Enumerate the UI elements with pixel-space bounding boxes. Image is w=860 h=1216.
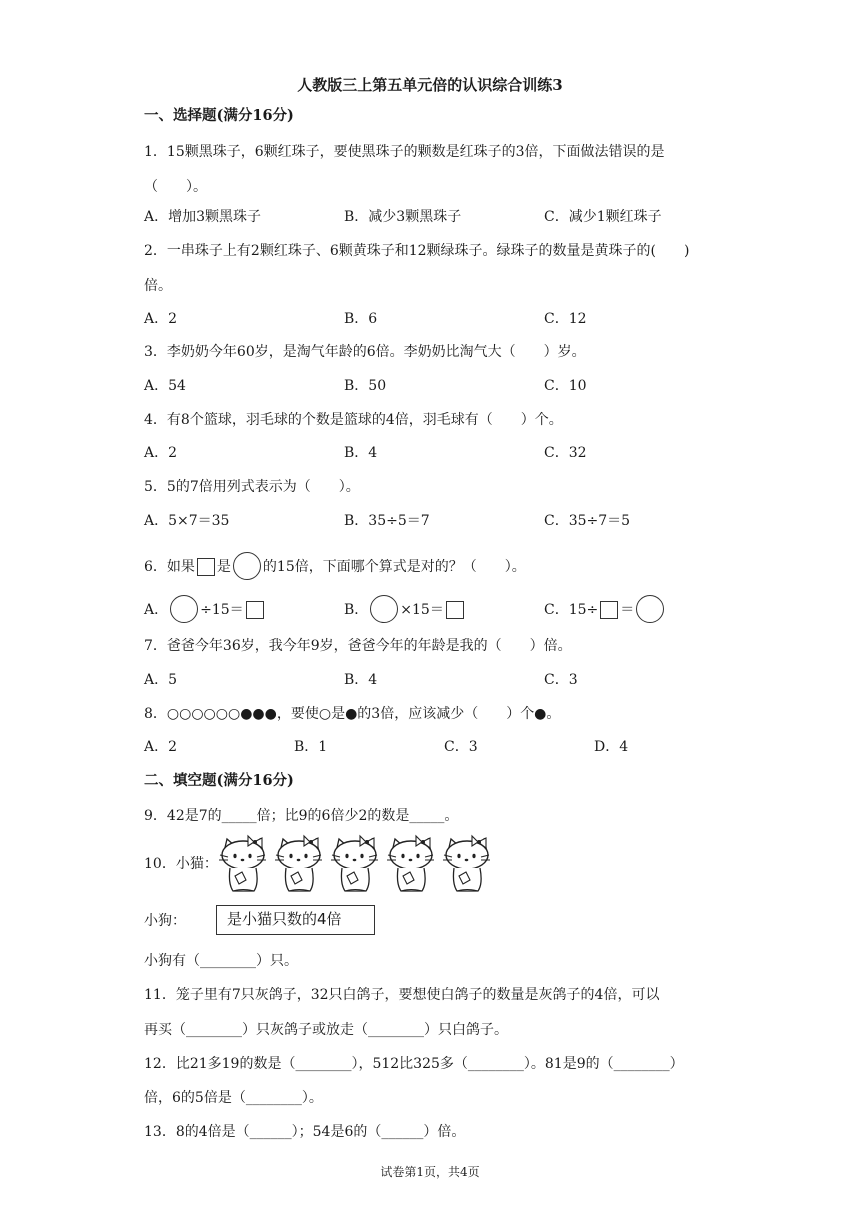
question-1-text-cont: （ ）。	[144, 179, 207, 195]
option-a-expression: ÷15＝	[200, 602, 244, 618]
question-11-text: 11．笼子里有7只灰鸽子，32只白鸽子，要想使白鸽子的数量是灰鸽子的4倍，可以	[144, 987, 660, 1003]
question-2-option-c: C．12	[544, 311, 587, 327]
square-symbol-icon	[446, 601, 464, 619]
square-symbol-icon	[600, 601, 618, 619]
kitten-icon	[331, 836, 378, 891]
option-c-prefix: C．15÷	[544, 602, 599, 618]
question-7-option-c: C．3	[544, 672, 578, 688]
question-8-option-c: C．3	[444, 739, 478, 755]
question-3-text: 3．李奶奶今年60岁，是淘气年龄的6倍。李奶奶比淘气大（ ）岁。	[144, 344, 586, 360]
question-6-option-c	[544, 595, 666, 623]
circle-symbol-icon	[233, 552, 261, 580]
question-8-option-a: A．2	[144, 739, 178, 755]
question-4-option-a: A．2	[144, 445, 178, 461]
question-3-option-c: C．10	[544, 378, 587, 394]
question-4-text: 4．有8个篮球，羽毛球的个数是篮球的4倍，羽毛球有（ ）个。	[144, 412, 563, 428]
question-2-option-a: A．2	[144, 311, 178, 327]
question-8-text: 8．○○○○○○●●●，要使○是●的3倍，应该减少（ ）个●。	[144, 706, 561, 722]
kitten-icon	[219, 836, 266, 891]
question-6-mid: 是	[216, 559, 231, 575]
question-7-option-a: A．5	[144, 672, 178, 688]
question-5-option-b: B．35÷5＝7	[344, 513, 430, 529]
question-5-option-c: C．35÷7＝5	[544, 513, 631, 529]
question-2-text: 2．一串珠子上有2颗红珠子、6颗黄珠子和12颗绿珠子。绿珠子的数量是黄珠子的( )	[144, 243, 690, 259]
question-11-text-cont: 再买（________）只灰鸽子或放走（________）只白鸽子。	[144, 1022, 508, 1038]
dog-description-box: 是小猫只数的4倍	[216, 905, 375, 935]
section-fill-heading: 二、填空题(满分16分)	[144, 772, 294, 789]
question-4-option-c: C．32	[544, 445, 587, 461]
page-footer: 试卷第1页，共4页	[380, 1165, 480, 1179]
question-6-option-b	[344, 595, 466, 623]
square-symbol-icon	[246, 601, 264, 619]
question-4-option-b: B．4	[344, 445, 378, 461]
page-title: 人教版三上第五单元倍的认识综合训练3	[297, 76, 563, 94]
circle-symbol-icon	[370, 595, 398, 623]
question-7-option-b: B．4	[344, 672, 378, 688]
circle-symbol-icon	[170, 595, 198, 623]
option-c-expression: ＝	[620, 602, 635, 618]
question-3-option-b: B．50	[344, 378, 387, 394]
question-1-option-b: B．减少3颗黑珠子	[344, 209, 462, 225]
question-6-post: 的15倍，下面哪个算式是对的？（ ）。	[262, 559, 526, 575]
question-12-text-cont: 倍，6的5倍是（________）。	[144, 1090, 323, 1106]
question-10-answer: 小狗有（________）只。	[144, 953, 298, 969]
question-2-text-cont: 倍。	[144, 278, 172, 294]
square-symbol-icon	[197, 558, 215, 576]
question-3-option-a: A．54	[144, 378, 186, 394]
question-10-cat-label: 10．小猫：	[144, 856, 218, 872]
question-6-pre: 6．如果	[144, 559, 195, 575]
kitten-icon	[275, 836, 322, 891]
question-12-text: 12．比21多19的数是（________），512比325多（________）。81是9的（________）	[144, 1056, 684, 1072]
option-a-prefix: A．	[144, 602, 169, 618]
question-6-text	[144, 552, 526, 580]
kitten-pictures	[218, 834, 498, 894]
section-choice-heading: 一、选择题(满分16分)	[144, 107, 294, 124]
option-b-prefix: B．	[344, 602, 369, 618]
question-9-text: 9．42是7的_____倍；比9的6倍少2的数是_____。	[144, 808, 459, 824]
question-2-option-b: B．6	[344, 311, 378, 327]
kitten-icon	[443, 836, 490, 891]
question-8-option-d: D．4	[594, 739, 629, 755]
question-5-text: 5．5的7倍用列式表示为（ ）。	[144, 479, 360, 495]
question-1-text: 1．15颗黑珠子，6颗红珠子，要使黑珠子的颗数是红珠子的3倍，下面做法错误的是	[144, 144, 665, 160]
kitten-icon	[387, 836, 434, 891]
question-1-option-a: A．增加3颗黑珠子	[144, 209, 262, 225]
question-1-option-c: C．减少1颗红珠子	[544, 209, 662, 225]
circle-symbol-icon	[636, 595, 664, 623]
question-10-dog-label: 小狗：	[144, 913, 186, 929]
question-8-option-b: B．1	[294, 739, 328, 755]
question-13-text: 13．8的4倍是（______）；54是6的（______）倍。	[144, 1124, 466, 1140]
question-7-text: 7．爸爸今年36岁，我今年9岁，爸爸今年的年龄是我的（ ）倍。	[144, 638, 572, 654]
question-5-option-a: A．5×7＝35	[144, 513, 230, 529]
option-b-expression: ×15＝	[400, 602, 444, 618]
question-6-option-a	[144, 595, 266, 623]
